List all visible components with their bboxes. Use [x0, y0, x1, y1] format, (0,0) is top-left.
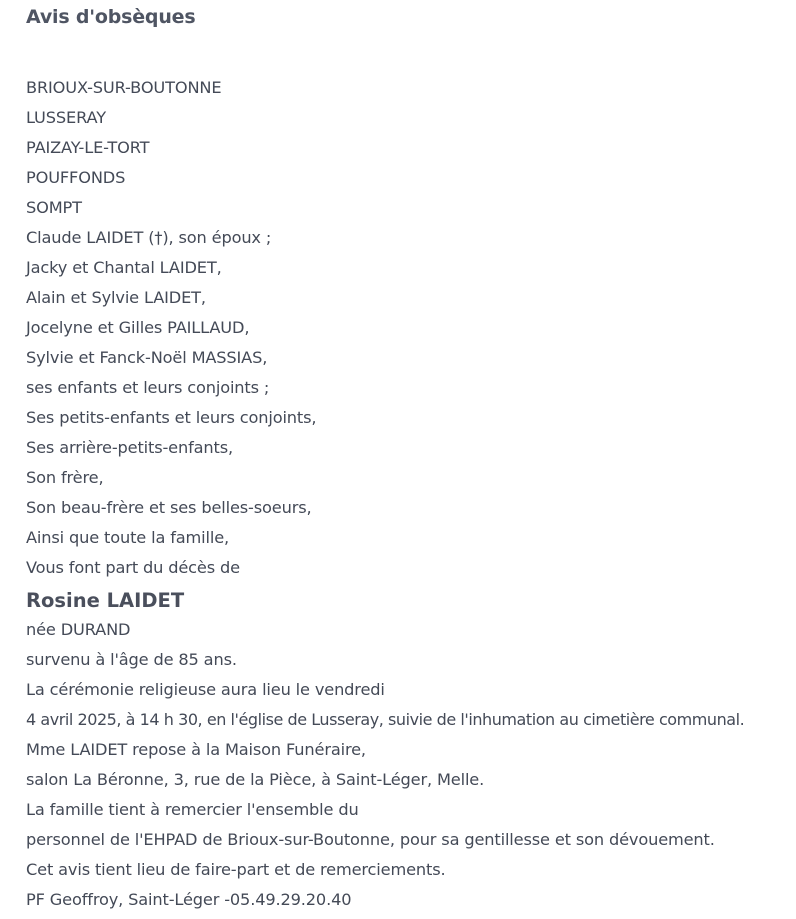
commune-line: SOMPT	[26, 198, 82, 217]
detail-line: née DURAND	[26, 620, 131, 639]
family-line: Ses petits-enfants et leurs conjoints,	[26, 408, 317, 427]
detail-line: personnel de l'EHPAD de Brioux-sur-Boutonne, pour sa gentillesse et son dévouement.	[26, 830, 715, 849]
deceased-name: Rosine LAIDET	[26, 589, 185, 612]
family-line: ses enfants et leurs conjoints ;	[26, 378, 270, 397]
detail-line: La famille tient à remercier l'ensemble du	[26, 800, 359, 819]
commune-line: LUSSERAY	[26, 108, 106, 127]
detail-line: Cet avis tient lieu de faire-part et de remerciements.	[26, 860, 446, 879]
detail-line: salon La Béronne, 3, rue de la Pièce, à Saint-Léger, Melle.	[26, 770, 485, 789]
family-line: Jocelyne et Gilles PAILLAUD,	[26, 318, 250, 337]
family-line: Ainsi que toute la famille,	[26, 528, 230, 547]
detail-line: survenu à l'âge de 85 ans.	[26, 650, 237, 669]
detail-line: Mme LAIDET repose à la Maison Funéraire,	[26, 740, 366, 759]
commune-line: POUFFONDS	[26, 168, 126, 187]
family-line: Alain et Sylvie LAIDET,	[26, 288, 206, 307]
family-line: Vous font part du décès de	[26, 558, 240, 577]
family-line: Ses arrière-petits-enfants,	[26, 438, 233, 457]
family-line: Son beau-frère et ses belles-soeurs,	[26, 498, 312, 517]
detail-line: 4 avril 2025, à 14 h 30, en l'église de Lusseray, suivie de l'inhumation au cimetière communal.	[26, 710, 745, 729]
notice-body	[26, 77, 744, 919]
family-line: Jacky et Chantal LAIDET,	[26, 258, 222, 277]
notice-title: Avis d'obsèques	[26, 6, 196, 28]
commune-line: BRIOUX-SUR-BOUTONNE	[26, 78, 222, 97]
family-line: Son frère,	[26, 468, 104, 487]
commune-line: PAIZAY-LE-TORT	[26, 138, 150, 157]
detail-line: La cérémonie religieuse aura lieu le vendredi	[26, 680, 385, 699]
family-line: Sylvie et Fanck-Noël MASSIAS,	[26, 348, 268, 367]
family-line: Claude LAIDET (†), son époux ;	[26, 228, 272, 247]
detail-line: PF Geoffroy, Saint-Léger -05.49.29.20.40	[26, 890, 352, 909]
